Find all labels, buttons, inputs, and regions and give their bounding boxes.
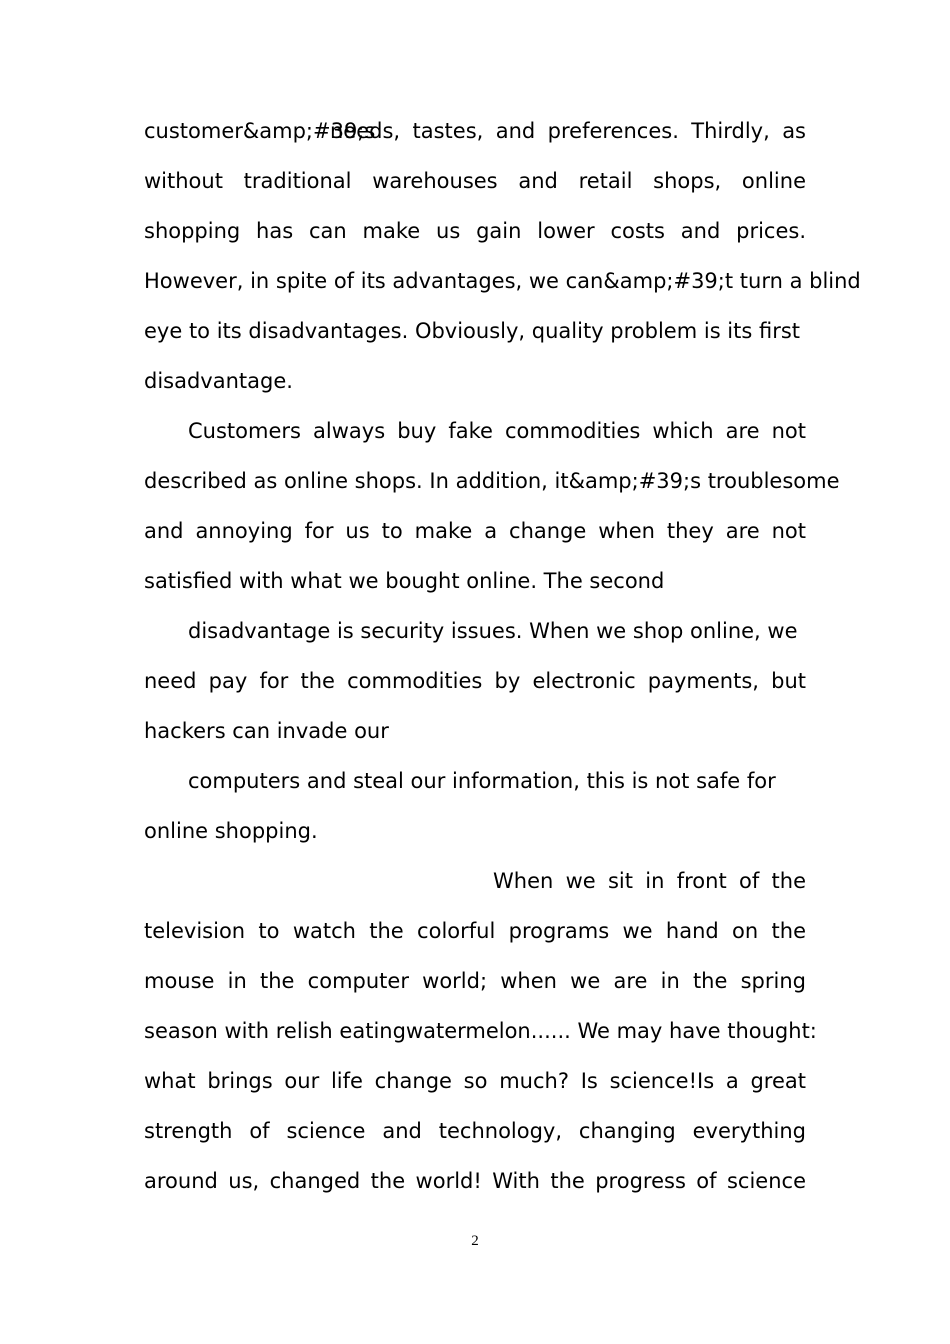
- text-line: strength of science and technology, changing everything: [144, 1119, 806, 1143]
- text-line: described as online shops. In addition, it&amp;#39;s troublesome: [144, 469, 840, 493]
- text-line: disadvantage.: [144, 369, 293, 393]
- text-line: without traditional warehouses and retail shops, online: [144, 169, 806, 193]
- text-line: hackers can invade our: [144, 719, 389, 743]
- text-line: customer&amp;#39;s: [144, 119, 376, 143]
- text-line: However, in spite of its advantages, we can&amp;#39;t turn a blind: [144, 269, 861, 293]
- text-line: and annoying for us to make a change when they are not: [144, 519, 806, 543]
- text-line: around us, changed the world! With the progress of science: [144, 1169, 806, 1193]
- text-line: needs, tastes, and preferences. Thirdly, as: [330, 119, 806, 143]
- text-line: television to watch the colorful programs we hand on the: [144, 919, 806, 943]
- text-line: season with relish eatingwatermelon...... We may have thought:: [144, 1019, 817, 1043]
- text-line: eye to its disadvantages. Obviously, quality problem is its first: [144, 319, 801, 343]
- text-line: disadvantage is security issues. When we shop online, we: [188, 619, 798, 643]
- text-line: When we sit in front of the: [493, 869, 806, 893]
- text-line: online shopping.: [144, 819, 318, 843]
- text-line: satisfied with what we bought online. The second: [144, 569, 665, 593]
- text-line: mouse in the computer world; when we are in the spring: [144, 969, 806, 993]
- text-line: what brings our life change so much? Is science!Is a great: [144, 1069, 806, 1093]
- page-number: 2: [471, 1233, 479, 1249]
- text-line: computers and steal our information, this is not safe for: [188, 769, 776, 793]
- text-line: Customers always buy fake commodities which are not: [188, 419, 806, 443]
- text-line: need pay for the commodities by electronic payments, but: [144, 669, 806, 693]
- text-line: shopping has can make us gain lower costs and prices.: [144, 219, 806, 243]
